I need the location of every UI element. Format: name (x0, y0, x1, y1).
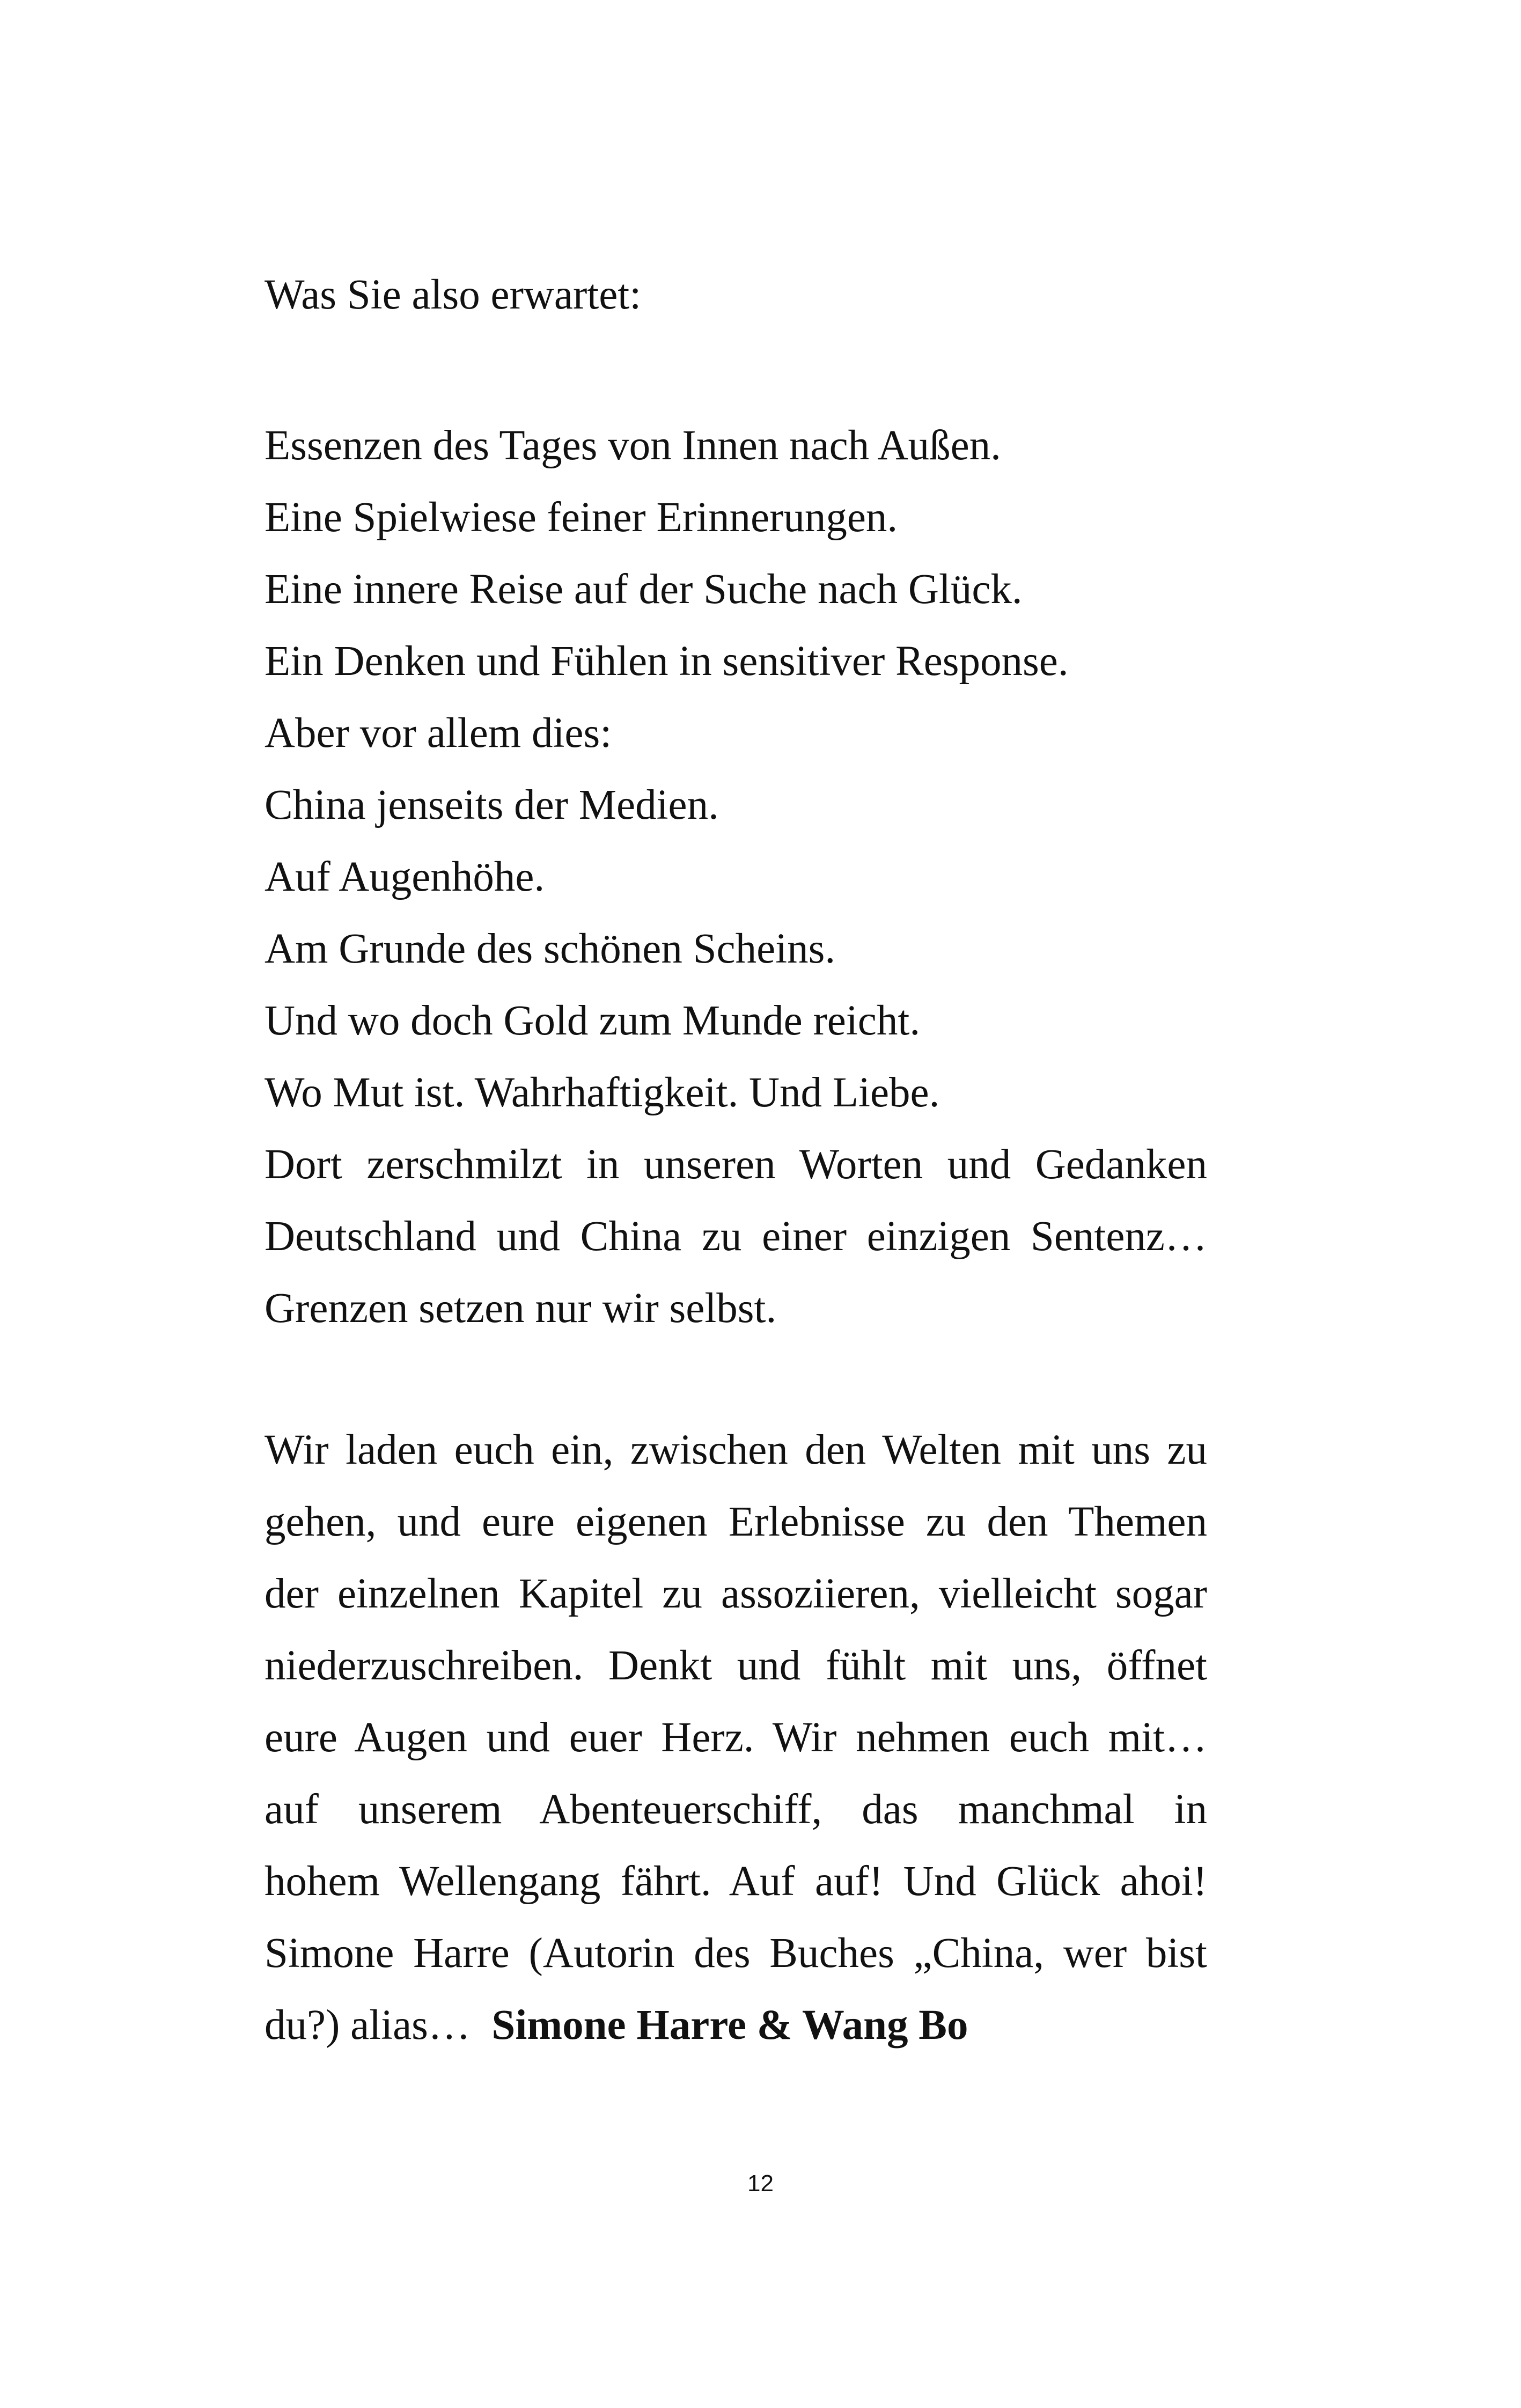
verse-line: Deutschland und China zu einer einzigen Sentenz… (264, 1213, 1207, 1260)
paragraph-line: hohem Wellengang fährt. Auf auf! Und Glück ahoi! (264, 1858, 1207, 1905)
paragraph-line: der einzelnen Kapitel zu assoziieren, vielleicht sogar (264, 1570, 1207, 1617)
paragraph-line: gehen, und eure eigenen Erlebnisse zu den Themen (264, 1499, 1207, 1545)
paragraph-line: eure Augen und euer Herz. Wir nehmen euch mit… (264, 1714, 1207, 1761)
closing-prefix: du?) alias… (264, 2002, 471, 2049)
verse-line: Aber vor allem dies: (264, 710, 612, 757)
paragraph-line: auf unserem Abenteuerschiff, das manchmal in (264, 1786, 1207, 1833)
verse-line: Essenzen des Tages von Innen nach Außen. (264, 422, 1001, 469)
author-signature: Simone Harre & Wang Bo (491, 2002, 968, 2049)
verse-line: Dort zerschmilzt in unseren Worten und Gedanken (264, 1141, 1207, 1188)
verse-line: Ein Denken und Fühlen in sensitiver Response. (264, 638, 1069, 685)
verse-line: Wo Mut ist. Wahrhaftigkeit. Und Liebe. (264, 1069, 940, 1116)
verse-line: Grenzen setzen nur wir selbst. (264, 1285, 777, 1332)
verse-line: Auf Augenhöhe. (264, 854, 545, 900)
paragraph-line: niederzuschreiben. Denkt und fühlt mit uns, öffnet (264, 1642, 1207, 1689)
verse-line: Eine innere Reise auf der Suche nach Glück. (264, 566, 1023, 613)
verse-line: Am Grunde des schönen Scheins. (264, 926, 836, 972)
verse-line: Und wo doch Gold zum Munde reicht. (264, 997, 921, 1044)
paragraph-line: Simone Harre (Autorin des Buches „China, wer bist (264, 1930, 1207, 1977)
invitation-paragraph (264, 1414, 1207, 2061)
closing-line (264, 1989, 1207, 2061)
verse-lines (264, 410, 1207, 1345)
verse-line: Eine Spielwiese feiner Erinnerungen. (264, 494, 898, 541)
verse-line: China jenseits der Medien. (264, 782, 719, 828)
intro-text: Was Sie also erwartet: (264, 271, 642, 318)
paragraph-line: Wir laden euch ein, zwischen den Welten mit uns zu (264, 1427, 1207, 1473)
page-number: 12 (747, 2170, 774, 2197)
intro-line (264, 259, 1207, 331)
